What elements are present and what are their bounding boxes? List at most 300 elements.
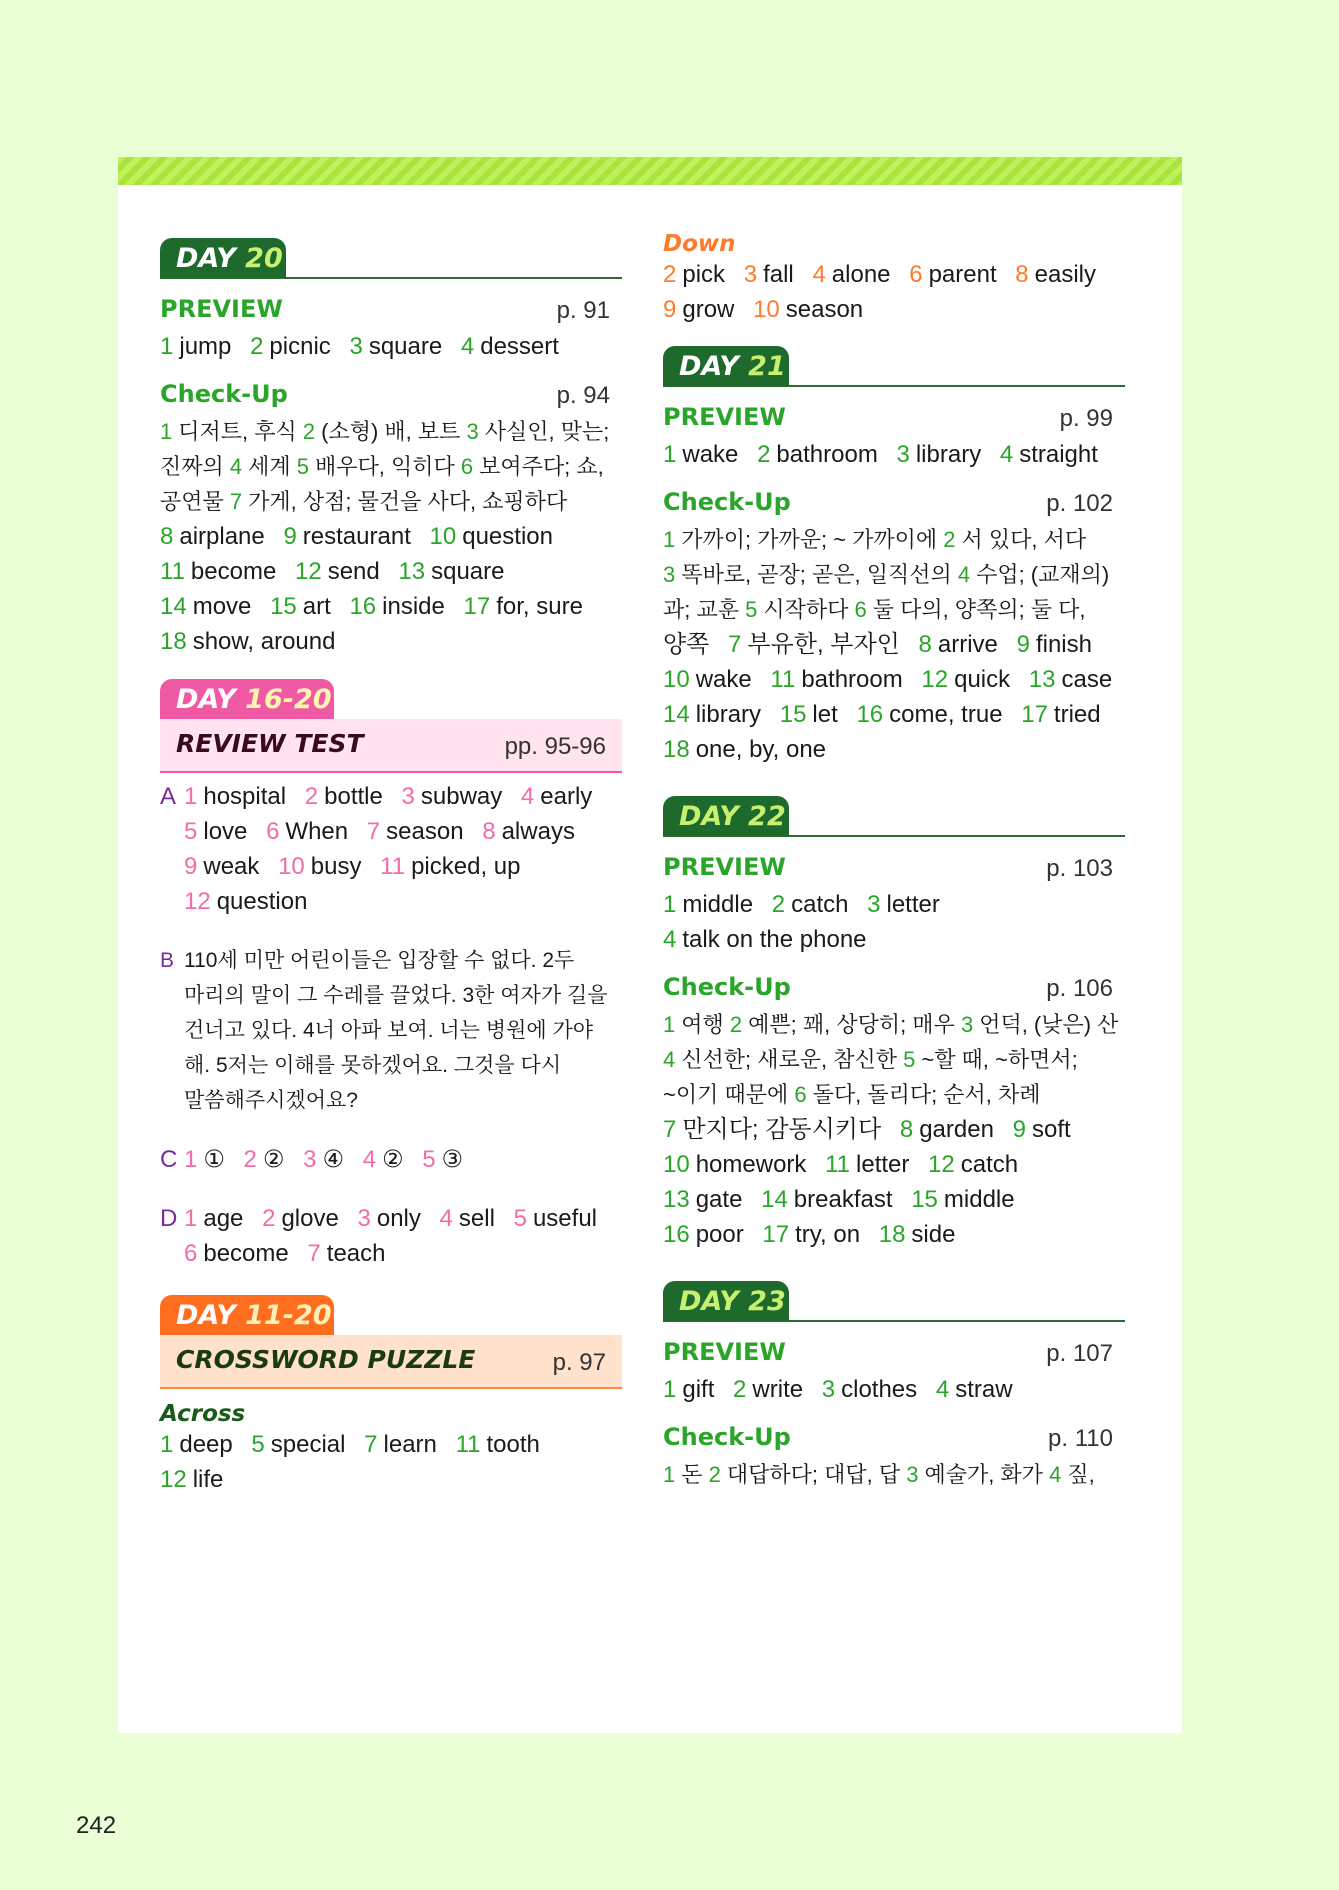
answer-number: 2: [757, 441, 771, 468]
answer-item: [663, 631, 709, 658]
answer-number: 3: [821, 1376, 836, 1403]
answer-item: [911, 1186, 1014, 1213]
answer-text: wake: [682, 441, 739, 468]
answer-number: 7: [366, 818, 381, 845]
answer-item: [303, 1146, 344, 1173]
review-test-title: REVIEW TEST: [176, 729, 364, 758]
answer-number: 11: [455, 1431, 481, 1458]
answer-text: love: [203, 818, 248, 845]
answer-line: 4 신선한; 새로운, 참신한 5 ~할 때, ~하면서;: [663, 1047, 1078, 1072]
answer-number: 4: [439, 1205, 453, 1232]
answer-text: weak: [203, 853, 260, 880]
answer-number: 1: [663, 441, 677, 468]
answer-item: [184, 888, 307, 915]
answer-item: [160, 1431, 233, 1458]
answer-number: 11: [160, 558, 185, 585]
day-22-preview-answers: [663, 887, 1125, 957]
answer-number: 12: [294, 558, 322, 585]
answer-number: 1: [184, 1205, 198, 1232]
answer-number: 8: [160, 523, 174, 550]
answer-number: 1: [160, 1431, 174, 1458]
answer-number: 13: [398, 558, 426, 585]
answer-text: come, true: [889, 701, 1003, 728]
answer-text: tried: [1053, 701, 1101, 728]
answer-number: 9: [283, 523, 297, 550]
answer-text: When: [285, 818, 349, 845]
answer-number: 4: [935, 1376, 950, 1403]
answer-item: [663, 736, 826, 763]
answer-item: [422, 1146, 463, 1173]
answer-text: learn: [383, 1431, 437, 1458]
answer-text: ③: [441, 1146, 464, 1173]
review-test-bar: [160, 719, 622, 773]
answer-text: grow: [682, 296, 735, 323]
answer-line: ~이기 때문에 6 돌다, 돌리다; 순서, 차례: [663, 1082, 1041, 1107]
answer-item: [251, 1431, 345, 1458]
day-21-preview-header: [663, 397, 1125, 437]
answer-number: 1: [663, 891, 677, 918]
answer-number: 10: [663, 1151, 690, 1178]
answer-text: art: [302, 593, 331, 620]
section-title: PREVIEW: [663, 403, 786, 431]
answer-text: arrive: [937, 631, 998, 658]
answer-number: 17: [1021, 701, 1048, 728]
left-column: [160, 235, 622, 1507]
answer-number: 10: [429, 523, 457, 550]
answer-number: 2: [250, 333, 264, 360]
page-ref: p. 94: [556, 382, 610, 409]
answer-item: [461, 333, 559, 360]
answer-text: 부유한, 부자인: [747, 631, 900, 658]
day-21-tab: DAY 21: [663, 346, 789, 386]
answer-item: [663, 701, 761, 728]
answer-item: [663, 441, 738, 468]
answer-item: [278, 853, 361, 880]
answer-item: [1000, 441, 1098, 468]
answer-item: [762, 1221, 860, 1248]
answer-number: 5: [251, 1431, 265, 1458]
answer-number: 14: [761, 1186, 788, 1213]
day-21-checkup-answers: [663, 627, 1125, 767]
answer-number: 2: [663, 261, 677, 288]
answer-number: 12: [928, 1151, 955, 1178]
answer-number: 1: [184, 783, 198, 810]
answer-text: letter: [886, 891, 940, 918]
answer-text: gift: [682, 1376, 715, 1403]
answer-text: finish: [1035, 631, 1092, 658]
answer-text: send: [327, 558, 380, 585]
answer-item: [921, 666, 1010, 693]
review-d: [160, 1201, 622, 1271]
answer-item: [663, 261, 725, 288]
answer-text: picked, up: [411, 853, 521, 880]
answer-text: become: [190, 558, 277, 585]
answer-item: [728, 631, 900, 658]
answer-number: 4: [663, 926, 677, 953]
answer-text: catch: [960, 1151, 1019, 1178]
answer-item: [1013, 1116, 1071, 1143]
day-22-tab: DAY 22: [663, 796, 789, 836]
answer-text: always: [501, 818, 575, 845]
answer-text: for, sure: [496, 593, 583, 620]
answer-item: [440, 1205, 495, 1232]
answer-text: let: [812, 701, 838, 728]
answer-line: 110세 미만 어린이들은 입장할 수 없다. 2두: [184, 949, 575, 972]
answer-text: ②: [382, 1146, 404, 1173]
answer-number: 3: [303, 1146, 317, 1173]
section-title: Check-Up: [663, 1423, 791, 1451]
answer-number: 6: [909, 261, 923, 288]
day-23-header: [663, 1278, 1125, 1322]
header-stripe: [118, 157, 1182, 185]
answer-item: [521, 783, 592, 810]
answer-text: busy: [310, 853, 362, 880]
answer-number: 9: [1016, 631, 1030, 658]
section-title: PREVIEW: [160, 295, 283, 323]
answer-item: [757, 441, 878, 468]
page-ref: p. 110: [1048, 1425, 1113, 1452]
answer-item: [295, 558, 380, 585]
answer-text: square: [368, 333, 443, 360]
answer-item: [160, 628, 335, 655]
crossword-bar: [160, 1335, 622, 1389]
answer-text: deep: [179, 1431, 233, 1458]
answer-number: 14: [160, 593, 187, 620]
page-ref: p. 106: [1046, 975, 1113, 1002]
answer-item: [812, 261, 890, 288]
answer-item: [867, 891, 940, 918]
day-22-checkup-korean: [663, 1007, 1125, 1112]
answer-item: [879, 1221, 956, 1248]
answer-text: picnic: [269, 333, 331, 360]
answer-item: [262, 1205, 339, 1232]
answer-text: inside: [382, 593, 445, 620]
answer-text: dessert: [480, 333, 559, 360]
answer-number: 3: [867, 891, 881, 918]
answer-item: [184, 818, 247, 845]
answer-text: middle: [682, 891, 754, 918]
answer-item: [663, 1186, 742, 1213]
section-title: PREVIEW: [663, 1338, 786, 1366]
page-ref: p. 102: [1046, 490, 1113, 517]
crossword-tab: DAY 11-20: [160, 1295, 334, 1335]
answer-item: [663, 891, 753, 918]
day-20-checkup-answers: [160, 519, 622, 659]
answer-item: [1021, 701, 1100, 728]
day-20-preview-answers: [160, 329, 622, 364]
answer-text: parent: [928, 261, 997, 288]
answer-text: library: [695, 701, 762, 728]
answer-item: [856, 701, 1002, 728]
answer-item: [349, 333, 442, 360]
answer-item: [663, 1221, 744, 1248]
answer-text: show, around: [192, 628, 336, 655]
answer-text: middle: [943, 1186, 1015, 1213]
answer-number: 18: [663, 736, 690, 763]
answer-number: 12: [184, 888, 211, 915]
review-c: [160, 1142, 622, 1177]
section-title: Check-Up: [160, 380, 288, 408]
day-22-checkup-header: [663, 967, 1125, 1007]
answer-item: [283, 523, 410, 550]
answer-number: 5: [184, 818, 198, 845]
section-title: PREVIEW: [663, 853, 786, 881]
answer-number: 7: [663, 1116, 677, 1143]
answer-text: homework: [695, 1151, 807, 1178]
answer-line: 과; 교훈 5 시작하다 6 둘 다의, 양쪽의; 둘 다,: [663, 597, 1086, 622]
answer-item: [160, 333, 231, 360]
review-test-header: [160, 679, 622, 779]
answer-line: 1 돈 2 대답하다; 대답, 답 3 예술가, 화가 4 짚,: [663, 1462, 1095, 1487]
section-letter: A: [160, 783, 177, 810]
answer-text: only: [376, 1205, 421, 1232]
answer-item: [772, 891, 849, 918]
answer-item: [663, 1151, 806, 1178]
answer-text: side: [911, 1221, 956, 1248]
answer-number: 17: [463, 593, 491, 620]
answer-item: [822, 1376, 917, 1403]
answer-item: [244, 1146, 285, 1173]
review-a: [160, 779, 622, 919]
answer-item: [663, 1376, 714, 1403]
answer-text: ①: [203, 1146, 225, 1173]
answer-text: talk on the phone: [682, 926, 867, 953]
answer-item: [482, 818, 575, 845]
answer-number: 9: [1012, 1116, 1026, 1143]
answer-number: 2: [243, 1146, 257, 1173]
answer-text: easily: [1034, 261, 1097, 288]
review-b: [160, 943, 622, 1118]
answer-number: 8: [1015, 261, 1029, 288]
page-ref: pp. 95-96: [504, 733, 606, 760]
answer-number: 6: [266, 818, 280, 845]
answer-item: [770, 666, 902, 693]
answer-line: 말씀해주시겠어요?: [184, 1089, 358, 1112]
section-title: Check-Up: [663, 488, 791, 516]
answer-item: [744, 261, 794, 288]
answer-number: 7: [307, 1240, 321, 1267]
answer-text: ④: [322, 1146, 344, 1173]
day-23-checkup-korean: [663, 1457, 1125, 1492]
answer-number: 3: [401, 783, 415, 810]
answer-line: 1 여행 2 예쁜; 꽤, 상당히; 매우 3 언덕, (낮은) 산: [663, 1012, 1119, 1037]
review-a-answers: [184, 779, 622, 919]
answer-text: bathroom: [801, 666, 903, 693]
answer-text: glove: [281, 1205, 339, 1232]
answer-number: 9: [184, 853, 198, 880]
answer-number: 4: [520, 783, 535, 810]
day-23-preview-header: [663, 1332, 1125, 1372]
right-column: [663, 231, 1125, 1502]
answer-item: [1015, 261, 1096, 288]
answer-number: 11: [770, 666, 796, 693]
down-answers: [663, 257, 1125, 327]
answer-item: [250, 333, 331, 360]
answer-number: 5: [422, 1146, 436, 1173]
answer-line: 1 디저트, 후식 2 (소형) 배, 보트 3 사실인, 맞는;: [160, 419, 610, 444]
answer-text: straw: [955, 1376, 1013, 1403]
answer-number: 1: [160, 333, 174, 360]
answer-item: [456, 1431, 540, 1458]
answer-item: [514, 1205, 597, 1232]
answer-text: teach: [326, 1240, 386, 1267]
answer-text: move: [192, 593, 252, 620]
answer-item: [928, 1151, 1018, 1178]
answer-text: become: [203, 1240, 289, 1267]
answer-item: [305, 783, 383, 810]
answer-number: 8: [482, 818, 496, 845]
answer-item: [909, 261, 996, 288]
crossword-title: CROSSWORD PUZZLE: [176, 1345, 476, 1374]
answer-number: 2: [304, 783, 319, 810]
answer-text: useful: [532, 1205, 597, 1232]
answer-text: fall: [763, 261, 794, 288]
answer-number: 2: [262, 1205, 276, 1232]
answer-item: [663, 296, 734, 323]
answer-item: [363, 1146, 404, 1173]
day-20-preview-header: [160, 289, 622, 329]
day-20-checkup-header: [160, 374, 622, 414]
answer-text: restaurant: [302, 523, 411, 550]
answer-item: [398, 558, 504, 585]
day-21-header: [663, 343, 1125, 387]
page-number: 242: [76, 1812, 117, 1839]
answer-item: [663, 666, 752, 693]
answer-line: 공연물 7 가게, 상점; 물건을 사다, 쇼핑하다: [160, 489, 568, 514]
answer-item: [825, 1151, 909, 1178]
answer-item: [753, 296, 863, 323]
day-22-preview-header: [663, 847, 1125, 887]
answer-item: [464, 593, 583, 620]
answer-number: 15: [779, 701, 807, 728]
day-22-header: [663, 793, 1125, 837]
answer-item: [402, 783, 503, 810]
answer-number: 16: [856, 701, 884, 728]
answer-number: 7: [364, 1431, 378, 1458]
answer-text: sell: [458, 1205, 495, 1232]
answer-item: [896, 441, 981, 468]
day-20-checkup-korean: [160, 414, 622, 519]
answer-item: [364, 1431, 437, 1458]
answer-text: clothes: [841, 1376, 918, 1403]
answer-item: [307, 1240, 385, 1267]
answer-text: one, by, one: [695, 736, 827, 763]
answer-item: [184, 1146, 225, 1173]
answer-item: [936, 1376, 1013, 1403]
answer-line: 마리의 말이 그 수레를 끌었다. 3한 여자가 길을: [184, 984, 608, 1007]
answer-item: [1029, 666, 1112, 693]
answer-text: airplane: [179, 523, 265, 550]
answer-text: hospital: [203, 783, 287, 810]
answer-number: 4: [362, 1146, 376, 1173]
answer-line: 3 똑바로, 곧장; 곧은, 일직선의 4 수업; (교재의): [663, 562, 1110, 587]
answer-number: 13: [1028, 666, 1056, 693]
answer-text: alone: [831, 261, 891, 288]
answer-text: gate: [695, 1186, 743, 1213]
answer-item: [184, 783, 286, 810]
answer-text: life: [192, 1466, 224, 1493]
day-20-tab: DAY 20: [160, 238, 286, 278]
answer-text: breakfast: [793, 1186, 893, 1213]
answer-text: quick: [954, 666, 1011, 693]
answer-text: straight: [1019, 441, 1098, 468]
answer-number: 18: [878, 1221, 906, 1248]
answer-number: 11: [825, 1151, 851, 1178]
answer-text: library: [915, 441, 982, 468]
answer-text: question: [462, 523, 553, 550]
answer-item: [663, 1116, 881, 1143]
page-ref: p. 103: [1046, 855, 1113, 882]
answer-number: 2: [771, 891, 786, 918]
answer-item: [357, 1205, 420, 1232]
answer-item: [160, 523, 265, 550]
answer-item: [270, 593, 331, 620]
answer-number: 16: [663, 1221, 690, 1248]
answer-text: wake: [695, 666, 752, 693]
answer-number: 7: [728, 631, 742, 658]
answer-item: [349, 593, 444, 620]
answer-item: [367, 818, 464, 845]
answer-text: bottle: [324, 783, 383, 810]
answer-text: tooth: [486, 1431, 540, 1458]
answer-item: [266, 818, 348, 845]
answer-text: soft: [1031, 1116, 1071, 1143]
section-letter: D: [160, 1205, 178, 1232]
answer-text: poor: [695, 1221, 744, 1248]
answer-text: season: [785, 296, 864, 323]
answer-item: [160, 558, 276, 585]
answer-item: [780, 701, 838, 728]
day-22-checkup-answers: [663, 1112, 1125, 1252]
answer-number: 16: [349, 593, 377, 620]
answer-text: season: [386, 818, 464, 845]
answer-number: 3: [743, 261, 758, 288]
answer-item: [184, 1240, 289, 1267]
answer-number: 14: [663, 701, 690, 728]
answer-number: 18: [160, 628, 187, 655]
answer-number: 10: [753, 296, 780, 323]
day-21-checkup-header: [663, 482, 1125, 522]
answer-number: 6: [184, 1240, 198, 1267]
answer-item: [160, 593, 251, 620]
section-letter: B: [160, 949, 175, 972]
answer-item: [380, 853, 520, 880]
answer-text: special: [270, 1431, 346, 1458]
answer-panel: [118, 185, 1182, 1733]
answer-text: early: [540, 783, 593, 810]
answer-item: [919, 631, 998, 658]
across-answers: [160, 1427, 622, 1497]
answer-number: 3: [896, 441, 910, 468]
answer-number: 4: [460, 333, 475, 360]
answer-number: 1: [663, 1376, 677, 1403]
answer-number: 10: [278, 853, 305, 880]
answer-text: write: [752, 1376, 804, 1403]
day-23-preview-answers: [663, 1372, 1125, 1407]
answer-text: bathroom: [776, 441, 878, 468]
answer-number: 17: [762, 1221, 790, 1248]
answer-item: [430, 523, 553, 550]
section-title: Check-Up: [663, 973, 791, 1001]
answer-text: question: [216, 888, 308, 915]
across-title: Across: [160, 1401, 246, 1427]
answer-text: square: [431, 558, 505, 585]
answer-text: try, on: [795, 1221, 861, 1248]
day-21-preview-answers: [663, 437, 1125, 472]
day-20-header: [160, 235, 622, 279]
page-ref: p. 107: [1046, 1340, 1113, 1367]
answer-text: case: [1061, 666, 1113, 693]
